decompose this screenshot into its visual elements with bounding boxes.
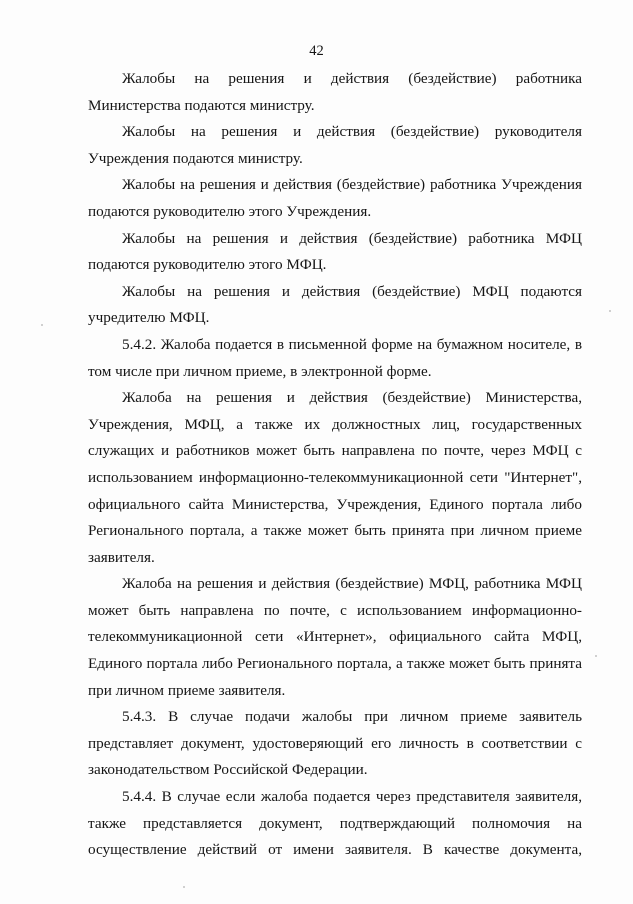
scan-speck: [41, 324, 43, 326]
scan-speck: [595, 655, 597, 657]
paragraph: 5.4.3. В случае подачи жалобы при личном приеме заявитель представляет документ, удостоверяющий его личность в соответствии с законодательством Российской Федерации.: [88, 708, 582, 779]
paragraph: Жалобы на решения и действия (бездействие) работника Учреждения подаются руководителю этого Учреждения.: [88, 176, 582, 220]
paragraph: Жалобы на решения и действия (бездействие) МФЦ подаются учредителю МФЦ.: [88, 282, 582, 327]
paragraph: Жалоба на решения и действия (бездействие) МФЦ, работника МФЦ может быть направлена по почте, с использованием информационно-телекоммуникационной сети «Интернет», официального сайта МФЦ, Единого портала либо Регионального портала, а также может быть принята при личном приеме заявителя.: [88, 575, 582, 699]
scan-speck: [183, 886, 185, 888]
scan-speck: [609, 310, 611, 312]
document-body: [88, 66, 582, 864]
paragraph: 5.4.4. В случае если жалоба подается через представителя заявителя, также представляется документ, подтверждающий полномочия на осуществление действий от имени заявителя. В качестве документа,: [88, 788, 582, 859]
paragraph: Жалобы на решения и действия (бездействие) работника МФЦ подаются руководителю этого МФЦ.: [88, 229, 582, 274]
paragraph: 5.4.2. Жалоба подается в письменной форме на бумажном носителе, в том числе при личном приеме, в электронной форме.: [88, 335, 582, 380]
page-number: 42: [309, 43, 324, 59]
paragraph: Жалобы на решения и действия (бездействие) руководителя Учреждения подаются министру.: [88, 123, 582, 167]
paragraph: Жалобы на решения и действия (бездействие) работника Министерства подаются министру.: [88, 70, 582, 114]
paragraph: Жалоба на решения и действия (бездействие) Министерства, Учреждения, МФЦ, а также их должностных лиц, государственных служащих и работников может быть направлена по почте, через МФЦ с использованием информационно-телекоммуникационной сети "Интернет", официального сайта Министерства, Учреждения, Единого портала либо Регионального портала, а также может быть принята при личном приеме заявителя.: [88, 389, 582, 566]
